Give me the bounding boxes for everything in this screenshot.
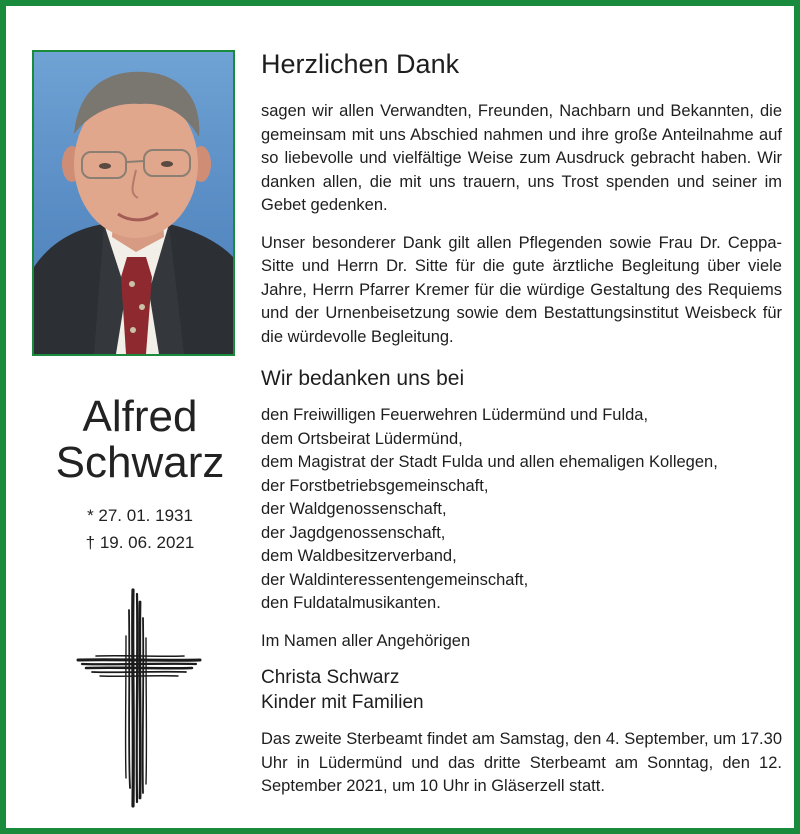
- list-item: der Waldgenossenschaft,: [261, 500, 447, 518]
- life-dates: [32, 502, 248, 556]
- signers: [261, 665, 782, 715]
- list-item: dem Waldbesitzerverband,: [261, 547, 457, 565]
- thank-you-text: [261, 46, 782, 799]
- death-date: † 19. 06. 2021: [85, 533, 195, 552]
- list-item: der Jagdgenossenschaft,: [261, 523, 446, 542]
- thanks-list: [261, 404, 782, 616]
- paragraph-thanks: sagen wir allen Verwandten, Freunden, Nachbarn und Bekannten, die gemeinsam mit uns Abschied nahmen und ihre große Anteilnahme auf so liebevolle und vielfältige Weise zum Ausdruck gebracht haben. Wir danken allen, die mit uns trauern, uns Trost spenden und seiner im Gebet gedenken.: [261, 102, 782, 214]
- list-item: der Waldinteressentengemeinschaft,: [261, 570, 529, 589]
- list-item: den Fuldatalmusikanten.: [261, 594, 441, 612]
- list-item: dem Ortsbeirat Lüdermünd,: [261, 429, 463, 448]
- last-name: Schwarz: [55, 438, 225, 487]
- on-behalf-line: Im Namen aller Angehörigen: [261, 631, 471, 650]
- list-item: den Freiwilligen Feuerwehren Lüdermünd und Fulda,: [261, 406, 649, 424]
- service-note: Das zweite Sterbeamt findet am Samstag, den 4. September, um 17.30 Uhr in Lüdermünd und das dritte Sterbeamt am Sonntag, den 12. September 2021, um 10 Uhr in Gläserzell statt.: [261, 730, 782, 795]
- list-item: der Forstbetriebsgemeinschaft,: [261, 476, 489, 495]
- deceased-name: [32, 394, 248, 486]
- signer-name: Kinder mit Familien: [261, 692, 424, 713]
- signer-name: Christa Schwarz: [261, 667, 400, 688]
- birth-date: * 27. 01. 1931: [87, 506, 193, 525]
- subheading: Wir bedanken uns bei: [261, 367, 465, 390]
- first-name: Alfred: [82, 392, 198, 441]
- paragraph-special-thanks: Unser besonderer Dank gilt allen Pflegenden sowie Frau Dr. Ceppa-Sitte und Herrn Dr. Sitte für die gute ärztliche Begleitung über viele Jahre, Herrn Pfarrer Kremer für die würdige Gestaltung des Requiems und der Urnenbeisetzung sowie dem Bestattungsinstitut Weisbeck für die würdevolle Begleitung.: [261, 233, 782, 346]
- list-item: dem Magistrat der Stadt Fulda und allen ehemaligen Kollegen,: [261, 453, 718, 471]
- cross-icon: [76, 588, 202, 808]
- portrait-photo: [32, 50, 235, 356]
- heading: Herzlichen Dank: [261, 49, 460, 79]
